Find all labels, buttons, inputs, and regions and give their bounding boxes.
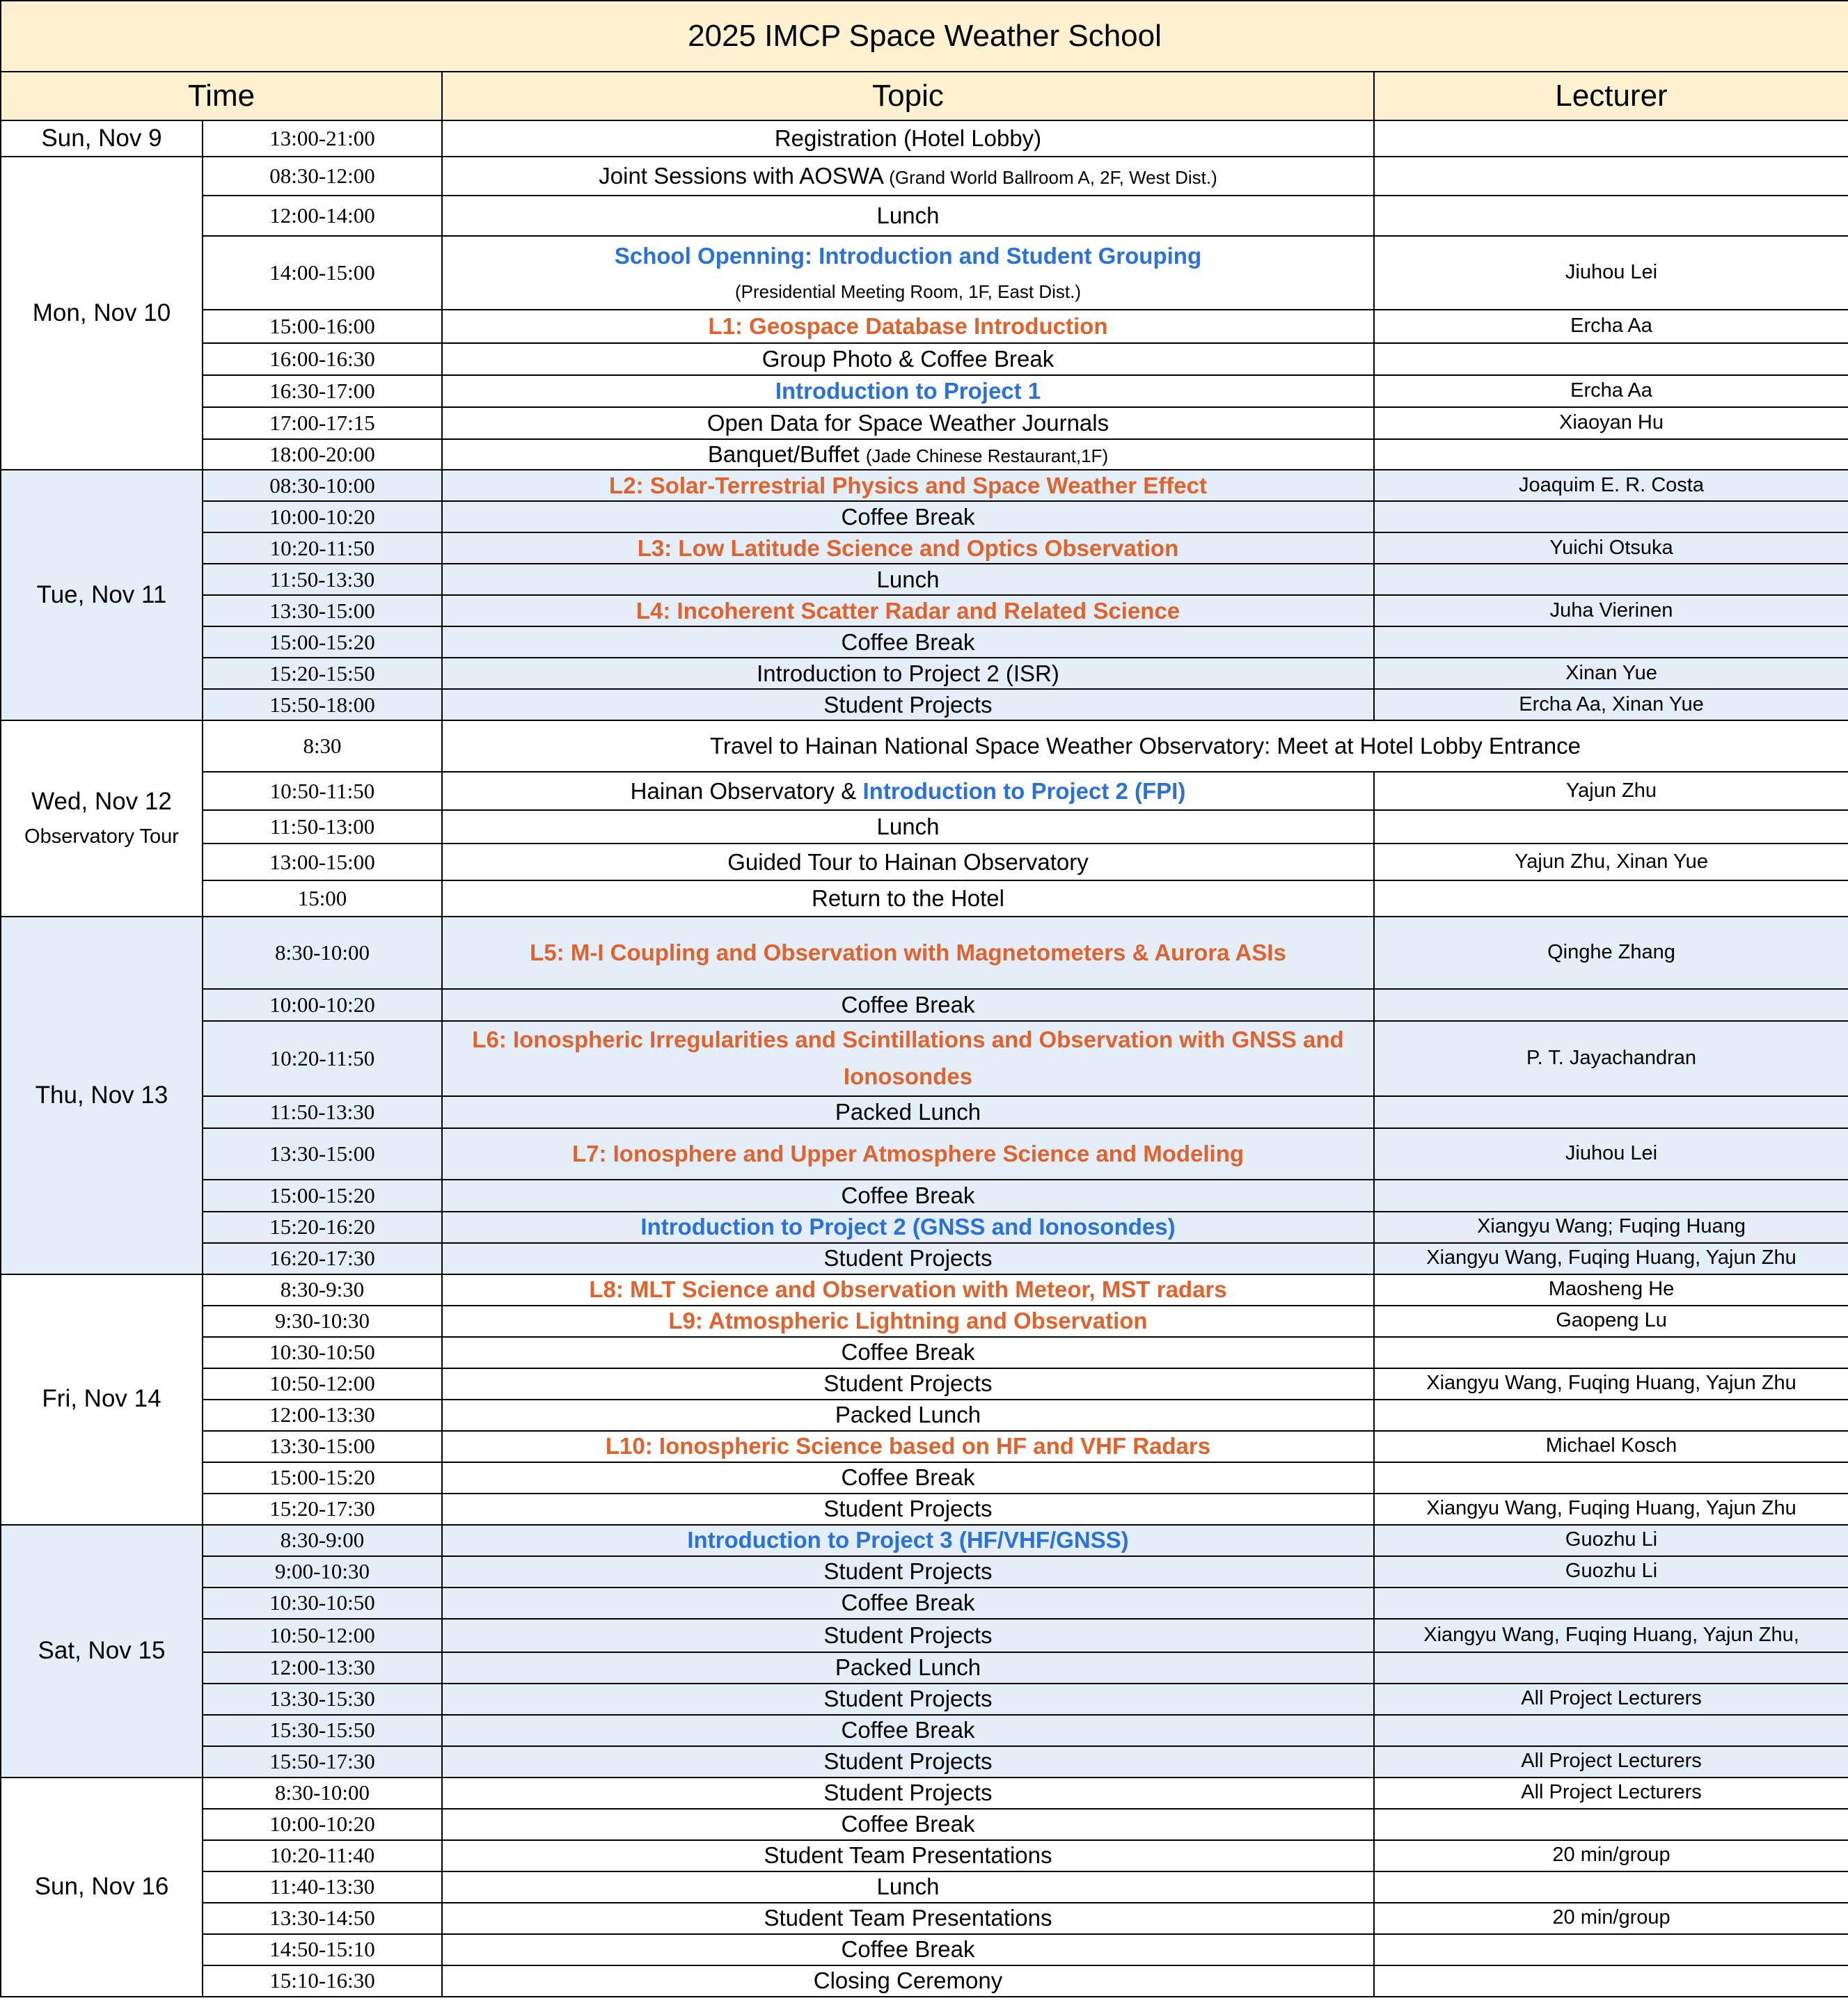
schedule-row xyxy=(1,880,1848,917)
schedule-row xyxy=(1,1243,1848,1274)
topic-cell: Student Projects xyxy=(442,689,1374,720)
schedule-row xyxy=(1,120,1848,157)
topic-cell: L10: Ionospheric Science based on HF and VHF Radars xyxy=(442,1431,1374,1462)
schedule-row xyxy=(1,1021,1848,1096)
topic-cell: Coffee Break xyxy=(442,1809,1374,1840)
topic-location-note: (Grand World Ballroom A, 2F, West Dist.) xyxy=(889,167,1217,189)
schedule-row xyxy=(1,310,1848,343)
schedule-row xyxy=(1,917,1848,989)
lecturer-cell xyxy=(1374,1096,1848,1128)
topic-cell: Coffee Break xyxy=(442,1715,1374,1746)
topic-cell: Introduction to Project 2 (GNSS and Ionosondes) xyxy=(442,1212,1374,1243)
topic-text: School Openning: Introduction and Student Grouping xyxy=(614,243,1202,269)
lecturer-cell xyxy=(1374,810,1848,844)
time-cell: 08:30-12:00 xyxy=(203,157,442,196)
topic-cell: Coffee Break xyxy=(442,501,1374,532)
schedule-row xyxy=(1,439,1848,470)
schedule-row xyxy=(1,375,1848,407)
lecturer-cell: Xiangyu Wang, Fuqing Huang, Yajun Zhu xyxy=(1374,1243,1848,1274)
topic-cell: L8: MLT Science and Observation with Meteor, MST radars xyxy=(442,1274,1374,1306)
schedule-row xyxy=(1,772,1848,810)
day-cell: Fri, Nov 14 xyxy=(1,1274,203,1525)
time-cell: 13:00-21:00 xyxy=(203,120,442,157)
schedule-title: 2025 IMCP Space Weather School xyxy=(1,1,1848,72)
time-cell: 8:30-9:30 xyxy=(203,1274,442,1306)
day-label: Wed, Nov 12 xyxy=(31,788,172,816)
time-cell: 15:10-16:30 xyxy=(203,1965,442,1997)
topic-cell: Return to the Hotel xyxy=(442,880,1374,917)
schedule-row xyxy=(1,196,1848,236)
time-cell: 10:20-11:40 xyxy=(203,1840,442,1871)
time-cell: 11:50-13:00 xyxy=(203,810,442,844)
schedule-row xyxy=(1,689,1848,720)
lecturer-cell xyxy=(1374,1400,1848,1431)
schedule-row xyxy=(1,595,1848,626)
topic-cell: Closing Ceremony xyxy=(442,1965,1374,1997)
topic-cell: Coffee Break xyxy=(442,1588,1374,1619)
time-cell: 8:30-10:00 xyxy=(203,917,442,989)
time-cell: 10:00-10:20 xyxy=(203,1809,442,1840)
lecturer-cell: Guozhu Li xyxy=(1374,1525,1848,1556)
lecturer-cell xyxy=(1374,157,1848,196)
schedule-row xyxy=(1,658,1848,689)
time-cell: 15:50-18:00 xyxy=(203,689,442,720)
schedule-row xyxy=(1,989,1848,1021)
schedule-row xyxy=(1,1965,1848,1997)
time-cell: 11:50-13:30 xyxy=(203,564,442,595)
topic-cell: Coffee Break xyxy=(442,1337,1374,1368)
time-cell: 18:00-20:00 xyxy=(203,439,442,470)
topic-cell: L9: Atmospheric Lightning and Observation xyxy=(442,1306,1374,1337)
lecturer-cell: Maosheng He xyxy=(1374,1274,1848,1306)
time-cell: 15:20-16:20 xyxy=(203,1212,442,1243)
lecturer-cell xyxy=(1374,501,1848,532)
schedule-row xyxy=(1,1588,1848,1619)
lecturer-cell xyxy=(1374,880,1848,917)
topic-cell xyxy=(442,157,1374,196)
topic-cell: Coffee Break xyxy=(442,626,1374,658)
topic-cell: Coffee Break xyxy=(442,1934,1374,1965)
header-time: Time xyxy=(1,72,442,120)
schedule-row xyxy=(1,1903,1848,1934)
time-cell: 10:20-11:50 xyxy=(203,532,442,564)
lecturer-cell xyxy=(1374,1809,1848,1840)
topic-cell: Student Team Presentations xyxy=(442,1903,1374,1934)
schedule-row xyxy=(1,1274,1848,1306)
lecturer-cell: Xiaoyan Hu xyxy=(1374,407,1848,439)
topic-cell: Lunch xyxy=(442,1871,1374,1903)
lecturer-cell: Yajun Zhu, Xinan Yue xyxy=(1374,844,1848,880)
time-cell: 14:50-15:10 xyxy=(203,1934,442,1965)
topic-cell: Student Projects xyxy=(442,1746,1374,1778)
schedule-row xyxy=(1,343,1848,375)
schedule-row xyxy=(1,470,1848,501)
schedule-row xyxy=(1,532,1848,564)
lecturer-cell: Ercha Aa xyxy=(1374,310,1848,343)
time-cell: 16:20-17:30 xyxy=(203,1243,442,1274)
time-cell: 10:50-12:00 xyxy=(203,1368,442,1400)
topic-cell: Packed Lunch xyxy=(442,1400,1374,1431)
topic-cell: L1: Geospace Database Introduction xyxy=(442,310,1374,343)
time-cell: 8:30-10:00 xyxy=(203,1778,442,1809)
time-cell: 16:30-17:00 xyxy=(203,375,442,407)
time-cell: 13:30-15:00 xyxy=(203,595,442,626)
schedule-row xyxy=(1,1431,1848,1462)
time-cell: 13:00-15:00 xyxy=(203,844,442,880)
lecturer-cell xyxy=(1374,564,1848,595)
lecturer-cell xyxy=(1374,1462,1848,1494)
lecturer-cell xyxy=(1374,1180,1848,1212)
topic-location-note: (Jade Chinese Restaurant,1F) xyxy=(865,445,1109,467)
lecturer-cell: P. T. Jayachandran xyxy=(1374,1021,1848,1096)
schedule-row xyxy=(1,1337,1848,1368)
time-cell: 11:50-13:30 xyxy=(203,1096,442,1128)
time-cell: 15:00-15:20 xyxy=(203,626,442,658)
schedule-row xyxy=(1,564,1848,595)
time-cell: 11:40-13:30 xyxy=(203,1871,442,1903)
lecturer-cell: Gaopeng Lu xyxy=(1374,1306,1848,1337)
schedule-row xyxy=(1,1212,1848,1243)
lecturer-cell: All Project Lecturers xyxy=(1374,1746,1848,1778)
time-cell: 10:30-10:50 xyxy=(203,1337,442,1368)
topic-cell: Packed Lunch xyxy=(442,1096,1374,1128)
schedule-row xyxy=(1,1809,1848,1840)
time-cell: 15:00-16:00 xyxy=(203,310,442,343)
time-cell: 10:20-11:50 xyxy=(203,1021,442,1096)
topic-highlight: Introduction to Project 2 (FPI) xyxy=(862,777,1186,804)
lecturer-cell: Guozhu Li xyxy=(1374,1556,1848,1588)
day-cell: Mon, Nov 10 xyxy=(1,157,203,470)
topic-cell: Introduction to Project 3 (HF/VHF/GNSS) xyxy=(442,1525,1374,1556)
schedule-row xyxy=(1,1715,1848,1746)
time-cell: 17:00-17:15 xyxy=(203,407,442,439)
schedule-row xyxy=(1,1556,1848,1588)
topic-cell: Introduction to Project 1 xyxy=(442,375,1374,407)
time-cell: 12:00-13:30 xyxy=(203,1652,442,1684)
lecturer-cell: Ercha Aa, Xinan Yue xyxy=(1374,689,1848,720)
topic-cell: L5: M-I Coupling and Observation with Magnetometers & Aurora ASIs xyxy=(442,917,1374,989)
time-cell: 08:30-10:00 xyxy=(203,470,442,501)
time-cell: 9:30-10:30 xyxy=(203,1306,442,1337)
day-cell: Tue, Nov 11 xyxy=(1,470,203,720)
lecturer-cell: Xiangyu Wang, Fuqing Huang, Yajun Zhu, xyxy=(1374,1619,1848,1652)
schedule-row xyxy=(1,1096,1848,1128)
time-cell: 16:00-16:30 xyxy=(203,343,442,375)
topic-cell xyxy=(442,439,1374,470)
lecturer-cell xyxy=(1374,1715,1848,1746)
schedule-row xyxy=(1,1778,1848,1809)
time-cell: 9:00-10:30 xyxy=(203,1556,442,1588)
time-cell: 10:50-11:50 xyxy=(203,772,442,810)
topic-cell: Lunch xyxy=(442,564,1374,595)
schedule-row xyxy=(1,1494,1848,1525)
time-cell: 8:30-9:00 xyxy=(203,1525,442,1556)
time-cell: 15:00-15:20 xyxy=(203,1462,442,1494)
schedule-row xyxy=(1,407,1848,439)
time-cell: 15:20-17:30 xyxy=(203,1494,442,1525)
schedule-row xyxy=(1,1840,1848,1871)
schedule-row xyxy=(1,1746,1848,1778)
schedule-row xyxy=(1,1368,1848,1400)
topic-location-note: (Presidential Meeting Room, 1F, East Dist.) xyxy=(734,281,1082,303)
lecturer-cell: Joaquim E. R. Costa xyxy=(1374,470,1848,501)
topic-cell: Student Projects xyxy=(442,1494,1374,1525)
lecturer-cell xyxy=(1374,1652,1848,1684)
time-cell: 10:50-12:00 xyxy=(203,1619,442,1652)
schedule-row xyxy=(1,1462,1848,1494)
topic-cell: Coffee Break xyxy=(442,989,1374,1021)
lecturer-cell: Michael Kosch xyxy=(1374,1431,1848,1462)
lecturer-cell: Jiuhou Lei xyxy=(1374,1128,1848,1180)
lecturer-cell: Yuichi Otsuka xyxy=(1374,532,1848,564)
topic-text: Joint Sessions with AOSWA xyxy=(599,163,883,189)
topic-cell: L3: Low Latitude Science and Optics Observation xyxy=(442,532,1374,564)
schedule-row xyxy=(1,1934,1848,1965)
lecturer-cell: All Project Lecturers xyxy=(1374,1778,1848,1809)
time-cell: 15:30-15:50 xyxy=(203,1715,442,1746)
topic-cell: L2: Solar-Terrestrial Physics and Space Weather Effect xyxy=(442,470,1374,501)
schedule-row xyxy=(1,1684,1848,1715)
lecturer-cell xyxy=(1374,1337,1848,1368)
time-cell: 14:00-15:00 xyxy=(203,236,442,310)
schedule-row xyxy=(1,1871,1848,1903)
schedule-row xyxy=(1,720,1848,772)
day-cell: Sat, Nov 15 xyxy=(1,1525,203,1778)
topic-cell: L6: Ionospheric Irregularities and Scintillations and Observation with GNSS and Ionosondes xyxy=(442,1021,1374,1096)
time-cell: 10:30-10:50 xyxy=(203,1588,442,1619)
lecturer-cell: 20 min/group xyxy=(1374,1840,1848,1871)
lecturer-cell xyxy=(1374,1588,1848,1619)
lecturer-cell: Xiangyu Wang; Fuqing Huang xyxy=(1374,1212,1848,1243)
lecturer-cell xyxy=(1374,1871,1848,1903)
schedule-row xyxy=(1,1652,1848,1684)
topic-cell: Student Projects xyxy=(442,1778,1374,1809)
topic-cell: Student Team Presentations xyxy=(442,1840,1374,1871)
day-cell: Sun, Nov 16 xyxy=(1,1778,203,1997)
header-lecturer: Lecturer xyxy=(1374,72,1848,120)
topic-cell xyxy=(442,236,1374,310)
topic-cell: Coffee Break xyxy=(442,1462,1374,1494)
schedule-row xyxy=(1,1180,1848,1212)
day-subtitle: Observatory Tour xyxy=(24,825,179,848)
topic-cell: Student Projects xyxy=(442,1368,1374,1400)
time-cell: 15:50-17:30 xyxy=(203,1746,442,1778)
topic-cell: L7: Ionosphere and Upper Atmosphere Science and Modeling xyxy=(442,1128,1374,1180)
topic-text: Hainan Observatory & xyxy=(630,777,857,804)
topic-cell: Group Photo & Coffee Break xyxy=(442,343,1374,375)
time-cell: 12:00-13:30 xyxy=(203,1400,442,1431)
day-cell xyxy=(1,720,203,917)
topic-cell: Student Projects xyxy=(442,1243,1374,1274)
day-cell: Sun, Nov 9 xyxy=(1,120,203,157)
lecturer-cell: Xiangyu Wang, Fuqing Huang, Yajun Zhu xyxy=(1374,1368,1848,1400)
topic-text: Banquet/Buffet xyxy=(707,441,860,468)
day-cell: Thu, Nov 13 xyxy=(1,917,203,1274)
schedule-row xyxy=(1,1128,1848,1180)
lecturer-cell: Qinghe Zhang xyxy=(1374,917,1848,989)
lecturer-cell xyxy=(1374,120,1848,157)
schedule-row xyxy=(1,810,1848,844)
schedule-row xyxy=(1,626,1848,658)
lecturer-cell xyxy=(1374,439,1848,470)
topic-cell: Student Projects xyxy=(442,1684,1374,1715)
lecturer-cell: Ercha Aa xyxy=(1374,375,1848,407)
topic-cell: L4: Incoherent Scatter Radar and Related Science xyxy=(442,595,1374,626)
lecturer-cell: Xiangyu Wang, Fuqing Huang, Yajun Zhu xyxy=(1374,1494,1848,1525)
lecturer-cell xyxy=(1374,989,1848,1021)
schedule-row xyxy=(1,236,1848,310)
lecturer-cell: All Project Lecturers xyxy=(1374,1684,1848,1715)
time-cell: 10:00-10:20 xyxy=(203,989,442,1021)
lecturer-cell: Yajun Zhu xyxy=(1374,772,1848,810)
topic-cell: Lunch xyxy=(442,810,1374,844)
schedule-row xyxy=(1,157,1848,196)
lecturer-cell: Juha Vierinen xyxy=(1374,595,1848,626)
time-cell: 13:30-15:30 xyxy=(203,1684,442,1715)
schedule-row xyxy=(1,1619,1848,1652)
lecturer-cell: Xinan Yue xyxy=(1374,658,1848,689)
topic-cell: Student Projects xyxy=(442,1556,1374,1588)
header-topic: Topic xyxy=(442,72,1374,120)
lecturer-cell xyxy=(1374,626,1848,658)
topic-cell: Lunch xyxy=(442,196,1374,236)
lecturer-cell: 20 min/group xyxy=(1374,1903,1848,1934)
time-cell: 10:00-10:20 xyxy=(203,501,442,532)
time-cell: 13:30-15:00 xyxy=(203,1128,442,1180)
time-cell: 8:30 xyxy=(203,720,442,772)
time-cell: 15:20-15:50 xyxy=(203,658,442,689)
lecturer-cell xyxy=(1374,196,1848,236)
time-cell: 15:00 xyxy=(203,880,442,917)
time-cell: 13:30-14:50 xyxy=(203,1903,442,1934)
schedule-row xyxy=(1,844,1848,880)
schedule-row xyxy=(1,1306,1848,1337)
topic-cell: Coffee Break xyxy=(442,1180,1374,1212)
topic-cell: Student Projects xyxy=(442,1619,1374,1652)
topic-cell: Introduction to Project 2 (ISR) xyxy=(442,658,1374,689)
topic-cell: Guided Tour to Hainan Observatory xyxy=(442,844,1374,880)
schedule-row xyxy=(1,1400,1848,1431)
time-cell: 15:00-15:20 xyxy=(203,1180,442,1212)
schedule-row xyxy=(1,1525,1848,1556)
topic-cell: Travel to Hainan National Space Weather Observatory: Meet at Hotel Lobby Entrance xyxy=(442,720,1848,772)
lecturer-cell xyxy=(1374,1934,1848,1965)
time-cell: 13:30-15:00 xyxy=(203,1431,442,1462)
lecturer-cell xyxy=(1374,343,1848,375)
time-cell: 12:00-14:00 xyxy=(203,196,442,236)
schedule-row xyxy=(1,501,1848,532)
lecturer-cell: Jiuhou Lei xyxy=(1374,236,1848,310)
topic-cell xyxy=(442,772,1374,810)
topic-cell: Open Data for Space Weather Journals xyxy=(442,407,1374,439)
lecturer-cell xyxy=(1374,1965,1848,1997)
topic-cell: Registration (Hotel Lobby) xyxy=(442,120,1374,157)
topic-cell: Packed Lunch xyxy=(442,1652,1374,1684)
